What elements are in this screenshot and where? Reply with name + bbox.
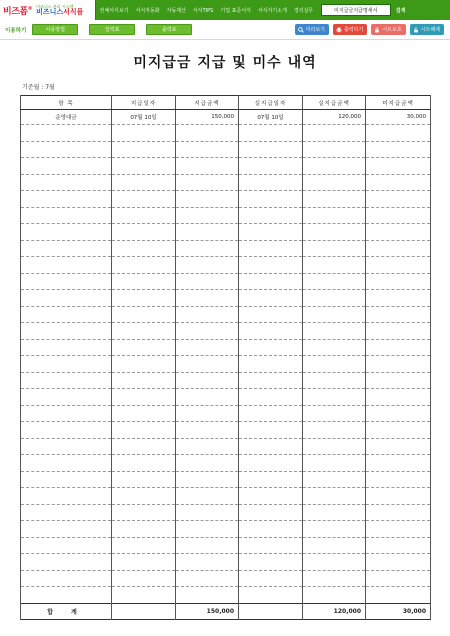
cell-actual-pay-date[interactable] xyxy=(239,504,303,521)
cell-actual-pay-amount[interactable] xyxy=(303,158,366,175)
cell-pay-amount[interactable] xyxy=(176,306,239,323)
cell-unpaid-amount[interactable] xyxy=(366,587,431,604)
cell-pay-amount[interactable] xyxy=(176,273,239,290)
cell-item[interactable] xyxy=(21,224,112,241)
cell-actual-pay-amount[interactable] xyxy=(303,372,366,389)
cell-item[interactable] xyxy=(21,570,112,587)
cell-actual-pay-amount[interactable] xyxy=(303,422,366,439)
top-nav-bar xyxy=(0,0,450,20)
cell-item[interactable] xyxy=(21,207,112,224)
cell-actual-pay-date[interactable] xyxy=(239,570,303,587)
total-actual-pay-amount: 120,000 xyxy=(303,603,366,619)
cell-item[interactable] xyxy=(21,306,112,323)
cell-unpaid-amount[interactable] xyxy=(366,207,431,224)
cell-actual-pay-date[interactable] xyxy=(239,422,303,439)
cell-pay-date[interactable] xyxy=(112,323,176,340)
cell-unpaid-amount[interactable] xyxy=(366,471,431,488)
cell-pay-amount[interactable] xyxy=(176,521,239,538)
cell-unpaid-amount[interactable] xyxy=(366,537,431,554)
menu-form-tips[interactable]: 서식TIPS xyxy=(192,7,214,14)
print-label: 출력하기 xyxy=(344,27,364,33)
unprotect-sheet-label: 시트해제 xyxy=(420,27,440,33)
cell-unpaid-amount[interactable] xyxy=(366,422,431,439)
cell-actual-pay-amount[interactable] xyxy=(303,438,366,455)
cell-actual-pay-date[interactable] xyxy=(239,174,303,191)
cell-pay-date[interactable] xyxy=(112,504,176,521)
cell-pay-date[interactable] xyxy=(112,125,176,142)
cell-item[interactable] xyxy=(21,339,112,356)
cell-actual-pay-date[interactable] xyxy=(239,224,303,241)
cell-unpaid-amount[interactable] xyxy=(366,521,431,538)
protect-sheet-label: 시트보호 xyxy=(382,27,402,33)
menu-self-intro[interactable]: 서식자기소개 xyxy=(257,7,287,14)
cell-pay-amount[interactable] xyxy=(176,438,239,455)
table-row xyxy=(21,273,431,290)
cell-unpaid-amount[interactable] xyxy=(366,356,431,373)
unprotect-sheet-button[interactable] xyxy=(410,24,444,35)
cell-actual-pay-amount[interactable] xyxy=(303,521,366,538)
col-unpaid-amount: 미지급금액 xyxy=(366,96,431,110)
table-header-row xyxy=(21,96,431,110)
cell-unpaid-amount[interactable] xyxy=(366,240,431,257)
preview-button[interactable] xyxy=(295,24,329,35)
cell-actual-pay-date[interactable] xyxy=(239,240,303,257)
table-row xyxy=(21,422,431,439)
menu-auto-calc[interactable]: 자동계산 xyxy=(166,7,186,14)
printer-icon xyxy=(336,27,342,33)
cell-pay-date[interactable] xyxy=(112,587,176,604)
cell-actual-pay-amount[interactable] xyxy=(303,504,366,521)
table-row xyxy=(21,455,431,472)
sub-toolbar xyxy=(0,20,450,40)
cell-actual-pay-amount[interactable]: 120,000 xyxy=(303,110,366,125)
cell-actual-pay-amount[interactable] xyxy=(303,323,366,340)
table-row xyxy=(21,207,431,224)
preview-icon xyxy=(298,27,304,33)
menu-all-forms[interactable]: 전체서식보기 xyxy=(99,7,129,14)
cell-actual-pay-date[interactable] xyxy=(239,257,303,274)
unlock-icon xyxy=(413,27,419,33)
table-row xyxy=(21,570,431,587)
cell-actual-pay-amount[interactable] xyxy=(303,570,366,587)
cell-unpaid-amount[interactable] xyxy=(366,306,431,323)
cell-actual-pay-amount[interactable] xyxy=(303,191,366,208)
cell-unpaid-amount[interactable] xyxy=(366,191,431,208)
table-row xyxy=(21,158,431,175)
total-pay-amount: 150,000 xyxy=(176,603,239,619)
cell-item[interactable] xyxy=(21,240,112,257)
cell-pay-amount[interactable] xyxy=(176,504,239,521)
table-row xyxy=(21,174,431,191)
cell-item[interactable] xyxy=(21,125,112,142)
cell-unpaid-amount[interactable] xyxy=(366,141,431,158)
cell-unpaid-amount[interactable] xyxy=(366,339,431,356)
cell-actual-pay-amount[interactable] xyxy=(303,207,366,224)
total-label: 합 계 xyxy=(21,603,112,619)
cell-pay-amount[interactable] xyxy=(176,290,239,307)
table-row xyxy=(21,110,431,125)
menu-form-automation[interactable]: 서식자동화 xyxy=(135,7,160,14)
cell-item[interactable] xyxy=(21,273,112,290)
cell-actual-pay-amount[interactable] xyxy=(303,273,366,290)
table-row xyxy=(21,125,431,142)
table-row xyxy=(21,257,431,274)
cell-item[interactable] xyxy=(21,323,112,340)
cell-item[interactable] xyxy=(21,488,112,505)
cell-unpaid-amount[interactable] xyxy=(366,125,431,142)
table-row xyxy=(21,504,431,521)
cell-actual-pay-amount[interactable] xyxy=(303,537,366,554)
cell-actual-pay-date[interactable] xyxy=(239,141,303,158)
cell-actual-pay-amount[interactable] xyxy=(303,587,366,604)
cell-pay-date[interactable] xyxy=(112,438,176,455)
cell-item[interactable] xyxy=(21,290,112,307)
cell-unpaid-amount[interactable] xyxy=(366,174,431,191)
cell-actual-pay-amount[interactable] xyxy=(303,554,366,571)
cell-pay-date[interactable] xyxy=(112,455,176,472)
cell-pay-date[interactable] xyxy=(112,207,176,224)
main-menu xyxy=(96,0,450,20)
cell-pay-date[interactable] xyxy=(112,372,176,389)
cell-actual-pay-amount[interactable] xyxy=(303,405,366,422)
cell-actual-pay-amount[interactable] xyxy=(303,141,366,158)
cell-pay-date[interactable] xyxy=(112,224,176,241)
cell-item[interactable] xyxy=(21,422,112,439)
print-button[interactable] xyxy=(333,24,367,35)
cell-pay-amount[interactable] xyxy=(176,471,239,488)
cell-unpaid-amount[interactable] xyxy=(366,488,431,505)
cell-unpaid-amount[interactable] xyxy=(366,290,431,307)
cell-item[interactable] xyxy=(21,405,112,422)
lock-icon xyxy=(374,27,380,33)
total-row xyxy=(21,603,431,619)
cell-pay-amount[interactable] xyxy=(176,537,239,554)
cell-pay-amount[interactable] xyxy=(176,356,239,373)
cell-actual-pay-amount[interactable] xyxy=(303,257,366,274)
cell-actual-pay-amount[interactable] xyxy=(303,356,366,373)
cell-actual-pay-date[interactable] xyxy=(239,537,303,554)
table-row xyxy=(21,191,431,208)
cell-actual-pay-amount[interactable] xyxy=(303,174,366,191)
payables-table xyxy=(20,95,431,620)
cell-actual-pay-amount[interactable] xyxy=(303,125,366,142)
cell-item[interactable]: 운영대금 xyxy=(21,110,112,125)
table-row xyxy=(21,488,431,505)
cell-item[interactable] xyxy=(21,504,112,521)
col-item: 항 목 xyxy=(21,96,112,110)
tab-output-sheet[interactable]: 출력표 xyxy=(146,24,192,35)
table-row xyxy=(21,240,431,257)
search-input[interactable] xyxy=(321,4,391,16)
cell-pay-date[interactable] xyxy=(112,306,176,323)
protect-sheet-button[interactable] xyxy=(371,24,405,35)
cell-pay-amount[interactable] xyxy=(176,372,239,389)
page-title: 미지급금 지급 및 미수 내역 xyxy=(133,55,317,71)
cell-item[interactable] xyxy=(21,356,112,373)
cell-pay-date[interactable] xyxy=(112,290,176,307)
cell-pay-amount[interactable] xyxy=(176,587,239,604)
cell-actual-pay-date[interactable] xyxy=(239,207,303,224)
cell-pay-amount[interactable] xyxy=(176,257,239,274)
cell-unpaid-amount[interactable] xyxy=(366,158,431,175)
cell-pay-date[interactable] xyxy=(112,174,176,191)
cell-actual-pay-date[interactable] xyxy=(239,125,303,142)
cell-pay-date[interactable] xyxy=(112,273,176,290)
cell-actual-pay-date[interactable] xyxy=(239,554,303,571)
cell-unpaid-amount[interactable] xyxy=(366,323,431,340)
table-row xyxy=(21,339,431,356)
cell-actual-pay-date[interactable] xyxy=(239,455,303,472)
cell-pay-date[interactable] xyxy=(112,488,176,505)
cell-pay-date[interactable] xyxy=(112,570,176,587)
brand-logo[interactable] xyxy=(0,0,96,20)
table-row xyxy=(21,405,431,422)
cell-unpaid-amount[interactable] xyxy=(366,438,431,455)
cell-actual-pay-date[interactable] xyxy=(239,405,303,422)
action-group xyxy=(291,24,450,35)
cell-pay-amount[interactable] xyxy=(176,323,239,340)
cell-unpaid-amount[interactable] xyxy=(366,257,431,274)
base-month-label: 기준월 : 7월 xyxy=(22,84,55,91)
cell-pay-amount[interactable] xyxy=(176,224,239,241)
total-actual-pay-date xyxy=(239,603,303,619)
brand-tagline: 비즈니스 관리 시스템 xyxy=(36,3,74,9)
cell-actual-pay-date[interactable]: 07월 10일 xyxy=(239,110,303,125)
cell-pay-date[interactable] xyxy=(112,158,176,175)
cell-actual-pay-amount[interactable] xyxy=(303,240,366,257)
preview-label: 미리보기 xyxy=(305,27,326,33)
table-row xyxy=(21,372,431,389)
cell-actual-pay-date[interactable] xyxy=(239,158,303,175)
cell-actual-pay-amount[interactable] xyxy=(303,224,366,241)
table-row xyxy=(21,224,431,241)
cell-item[interactable] xyxy=(21,257,112,274)
col-actual-pay-amount: 실지급금액 xyxy=(303,96,366,110)
cell-actual-pay-date[interactable] xyxy=(239,438,303,455)
cell-pay-amount[interactable] xyxy=(176,174,239,191)
table-row xyxy=(21,290,431,307)
cell-unpaid-amount[interactable] xyxy=(366,273,431,290)
cell-pay-date[interactable] xyxy=(112,471,176,488)
cell-item[interactable] xyxy=(21,438,112,455)
cell-item[interactable] xyxy=(21,521,112,538)
cell-pay-amount[interactable] xyxy=(176,389,239,406)
cell-actual-pay-date[interactable] xyxy=(239,356,303,373)
cell-pay-amount[interactable]: 150,000 xyxy=(176,110,239,125)
cell-pay-amount[interactable] xyxy=(176,455,239,472)
brand-secondary-logo xyxy=(36,5,83,16)
table-row xyxy=(21,389,431,406)
col-pay-date: 지급일자 xyxy=(112,96,176,110)
brand-name: 비즈니스서식몰 xyxy=(36,7,84,16)
menu-standard-forms[interactable]: 기업 표준서식 xyxy=(220,7,251,14)
usage-label: 이용하기 xyxy=(5,27,27,34)
cell-item[interactable] xyxy=(21,389,112,406)
cell-item[interactable] xyxy=(21,174,112,191)
cell-unpaid-amount[interactable] xyxy=(366,372,431,389)
cell-unpaid-amount[interactable]: 30,000 xyxy=(366,110,431,125)
cell-pay-amount[interactable] xyxy=(176,422,239,439)
cell-pay-amount[interactable] xyxy=(176,570,239,587)
search-button[interactable]: 검색 xyxy=(395,7,406,14)
table-row xyxy=(21,356,431,373)
cell-actual-pay-date[interactable] xyxy=(239,339,303,356)
cell-actual-pay-amount[interactable] xyxy=(303,455,366,472)
brand-main-logo: 비즈폼® xyxy=(3,5,33,17)
cell-actual-pay-date[interactable] xyxy=(239,290,303,307)
table-row xyxy=(21,141,431,158)
cell-item[interactable] xyxy=(21,587,112,604)
cell-unpaid-amount[interactable] xyxy=(366,554,431,571)
cell-actual-pay-date[interactable] xyxy=(239,389,303,406)
cell-pay-amount[interactable] xyxy=(176,240,239,257)
cell-pay-date[interactable] xyxy=(112,422,176,439)
cell-pay-amount[interactable] xyxy=(176,339,239,356)
cell-unpaid-amount[interactable] xyxy=(366,570,431,587)
cell-pay-date[interactable] xyxy=(112,405,176,422)
cell-pay-date[interactable] xyxy=(112,191,176,208)
cell-pay-amount[interactable] xyxy=(176,158,239,175)
cell-actual-pay-date[interactable] xyxy=(239,587,303,604)
cell-unpaid-amount[interactable] xyxy=(366,224,431,241)
cell-item[interactable] xyxy=(21,537,112,554)
cell-pay-amount[interactable] xyxy=(176,488,239,505)
cell-item[interactable] xyxy=(21,372,112,389)
cell-item[interactable] xyxy=(21,141,112,158)
tab-how-to-use[interactable]: 사용방법 xyxy=(32,24,78,35)
cell-pay-date[interactable] xyxy=(112,521,176,538)
cell-unpaid-amount[interactable] xyxy=(366,405,431,422)
table-row xyxy=(21,438,431,455)
cell-pay-date[interactable] xyxy=(112,554,176,571)
cell-pay-amount[interactable] xyxy=(176,141,239,158)
cell-unpaid-amount[interactable] xyxy=(366,389,431,406)
cell-actual-pay-date[interactable] xyxy=(239,323,303,340)
cell-item[interactable] xyxy=(21,191,112,208)
table-row xyxy=(21,554,431,571)
cell-pay-amount[interactable] xyxy=(176,125,239,142)
cell-actual-pay-amount[interactable] xyxy=(303,339,366,356)
cell-actual-pay-date[interactable] xyxy=(239,306,303,323)
cell-actual-pay-amount[interactable] xyxy=(303,306,366,323)
cell-unpaid-amount[interactable] xyxy=(366,504,431,521)
table-row xyxy=(21,521,431,538)
cell-actual-pay-amount[interactable] xyxy=(303,488,366,505)
cell-pay-date[interactable] xyxy=(112,537,176,554)
tab-input-sheet[interactable]: 입력표 xyxy=(89,24,135,35)
table-row xyxy=(21,323,431,340)
cell-item[interactable] xyxy=(21,471,112,488)
cell-actual-pay-date[interactable] xyxy=(239,273,303,290)
cell-pay-date[interactable] xyxy=(112,389,176,406)
cell-actual-pay-date[interactable] xyxy=(239,488,303,505)
cell-actual-pay-amount[interactable] xyxy=(303,471,366,488)
cell-pay-amount[interactable] xyxy=(176,207,239,224)
cell-pay-date[interactable] xyxy=(112,339,176,356)
table-row xyxy=(21,471,431,488)
table-row xyxy=(21,537,431,554)
cell-pay-date[interactable] xyxy=(112,356,176,373)
col-pay-amount: 지급금액 xyxy=(176,96,239,110)
cell-actual-pay-date[interactable] xyxy=(239,521,303,538)
cell-actual-pay-date[interactable] xyxy=(239,191,303,208)
cell-actual-pay-amount[interactable] xyxy=(303,389,366,406)
cell-actual-pay-date[interactable] xyxy=(239,471,303,488)
cell-pay-amount[interactable] xyxy=(176,191,239,208)
cell-pay-amount[interactable] xyxy=(176,554,239,571)
table-row xyxy=(21,587,431,604)
cell-item[interactable] xyxy=(21,554,112,571)
total-pay-date xyxy=(112,603,176,619)
col-actual-pay-date: 실지급일자 xyxy=(239,96,303,110)
cell-unpaid-amount[interactable] xyxy=(366,455,431,472)
cell-pay-date[interactable] xyxy=(112,141,176,158)
cell-actual-pay-amount[interactable] xyxy=(303,290,366,307)
table-body xyxy=(21,110,431,604)
cell-pay-date[interactable] xyxy=(112,257,176,274)
menu-accounting[interactable]: 경리실무 xyxy=(293,7,314,14)
cell-pay-date[interactable] xyxy=(112,240,176,257)
table-row xyxy=(21,306,431,323)
cell-pay-date[interactable]: 07월 10일 xyxy=(112,110,176,125)
cell-item[interactable] xyxy=(21,158,112,175)
total-unpaid-amount: 30,000 xyxy=(366,603,431,619)
cell-item[interactable] xyxy=(21,455,112,472)
cell-actual-pay-date[interactable] xyxy=(239,372,303,389)
cell-pay-amount[interactable] xyxy=(176,405,239,422)
